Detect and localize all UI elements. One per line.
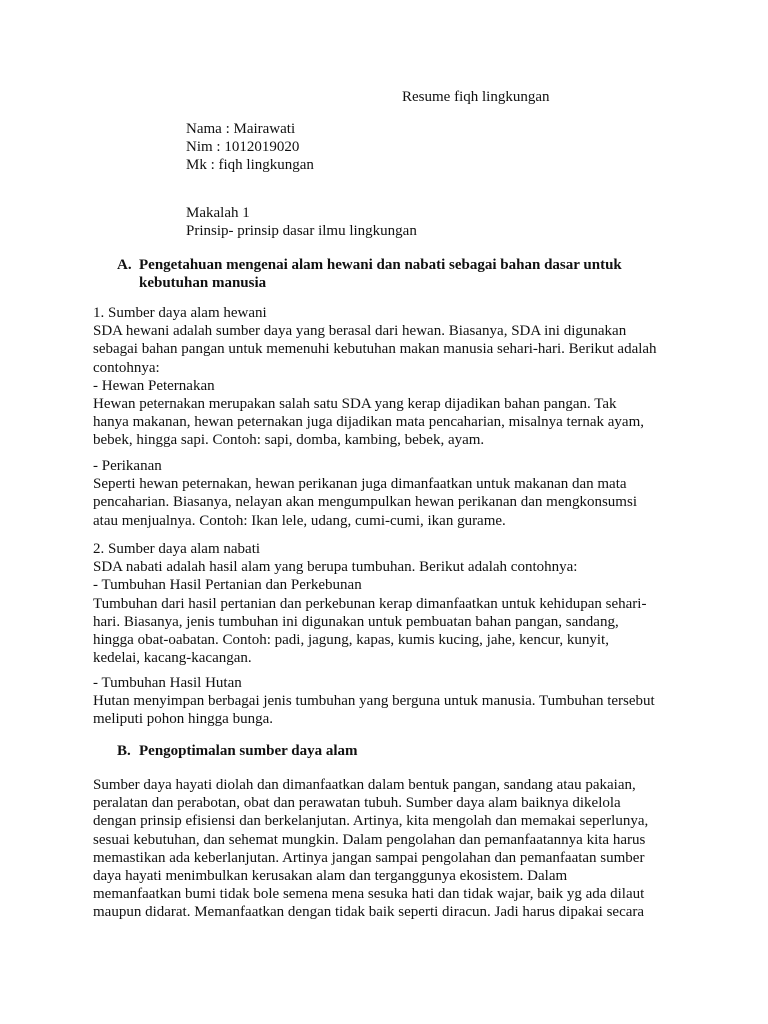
paper-subtitle: Prinsip- prinsip dasar ilmu lingkungan (186, 223, 417, 240)
paper-header (186, 204, 417, 240)
section-a-heading (117, 256, 659, 292)
text-line: SDA nabati adalah hasil alam yang berupa tumbuhan. Berikut adalah contohnya: (93, 559, 578, 576)
section-a-letter: A. (117, 257, 132, 273)
text-line: memastikan ada keberlanjutan. Artinya jangan sampai pengolahan dan pemanfaatan sumber (93, 849, 645, 866)
text-line: sebagai bahan pangan untuk memenuhi kebutuhan makan manusia sehari-hari. Berikut adalah (93, 341, 657, 358)
text-line: - Hewan Peternakan (93, 377, 215, 394)
text-line: contohnya: (93, 359, 160, 376)
text-line: 2. Sumber daya alam nabati (93, 541, 261, 557)
text-line: hingga obat-oabatan. Contoh: padi, jagung, kapas, kumis kucing, jahe, kencur, kunyit, (93, 632, 609, 649)
section-b-heading-line: Pengoptimalan sumber daya alam (139, 743, 358, 759)
fisheries-block (93, 457, 683, 530)
section-b-heading (117, 742, 659, 760)
section-b-letter: B. (117, 743, 131, 759)
text-line: sesuai kebutuhan, dan sehemat mungkin. Dalam pengolahan dan pemanfaatannya kita harus (93, 831, 646, 848)
text-line: Tumbuhan dari hasil pertanian dan perkebunan kerap dimanfaatkan untuk kehidupan sehari- (93, 595, 647, 612)
animal-resources-block (93, 304, 683, 450)
text-line: memanfaatkan bumi tidak bole semena mena sesuka hati dan tidak wajar, baik yg ada dilaut (93, 886, 645, 903)
text-line: daya hayati menimbulkan kerusakan alam dan terganggunya ekosistem. Dalam (93, 868, 568, 885)
section-a-heading-line: Pengetahuan mengenai alam hewani dan nabati sebagai bahan dasar untuk (139, 257, 622, 273)
text-line: maupun didarat. Memanfaatkan dengan tidak baik seperti diracun. Jadi harus dipakai secara (93, 904, 645, 921)
text-line: pencaharian. Biasanya, nelayan akan mengumpulkan hewan perikanan dan mengkonsumsi (93, 494, 637, 511)
plant-resources-block (93, 540, 683, 667)
text-line: hari. Biasanya, jenis tumbuhan ini digunakan untuk pembuatan bahan pangan, sandang, (93, 613, 619, 630)
text-line: - Tumbuhan Hasil Pertanian dan Perkebunan (93, 577, 362, 594)
text-line: hanya makanan, hewan peternakan juga dijadikan mata pencaharian, misalnya ternak ayam, (93, 414, 645, 431)
text-line: Hutan menyimpan berbagai jenis tumbuhan yang berguna untuk manusia. Tumbuhan tersebut (93, 693, 655, 710)
text-line: dengan prinsip efisiensi dan berkelanjutan. Artinya, kita mengolah dan memakai seperlunya, (93, 813, 649, 830)
document-title: Resume fiqh lingkungan (402, 89, 550, 105)
course-name: Mk : fiqh lingkungan (186, 157, 314, 174)
text-line: 1. Sumber daya alam hewani (93, 305, 267, 321)
text-line: meliputi pohon hingga bunga. (93, 711, 273, 728)
paper-label: Makalah 1 (186, 205, 250, 221)
section-a-heading-line: kebutuhan manusia (139, 275, 267, 292)
text-line: - Tumbuhan Hasil Hutan (93, 675, 242, 691)
text-line: kedelai, kacang-kacangan. (93, 650, 252, 667)
student-name: Nama : Mairawati (186, 121, 296, 137)
text-line: peralatan dan perabotan, obat dan perawatan tubuh. Sumber daya alam baiknya dikelola (93, 795, 621, 812)
optimization-block (93, 776, 683, 922)
forest-products-block (93, 674, 683, 729)
text-line: Seperti hewan peternakan, hewan perikanan juga dimanfaatkan untuk makanan dan mata (93, 476, 627, 493)
text-line: Sumber daya hayati diolah dan dimanfaatkan dalam bentuk pangan, sandang atau pakaian, (93, 777, 636, 793)
text-line: bebek, hingga sapi. Contoh: sapi, domba, kambing, bebek, ayam. (93, 432, 485, 449)
text-line: SDA hewani adalah sumber daya yang berasal dari hewan. Biasanya, SDA ini digunakan (93, 323, 627, 340)
student-nim: Nim : 1012019020 (186, 139, 300, 156)
student-info (186, 120, 314, 175)
text-line: atau menjualnya. Contoh: Ikan lele, udang, cumi-cumi, ikan gurame. (93, 512, 506, 529)
text-line: - Perikanan (93, 458, 162, 474)
text-line: Hewan peternakan merupakan salah satu SDA yang kerap dijadikan bahan pangan. Tak (93, 396, 617, 413)
